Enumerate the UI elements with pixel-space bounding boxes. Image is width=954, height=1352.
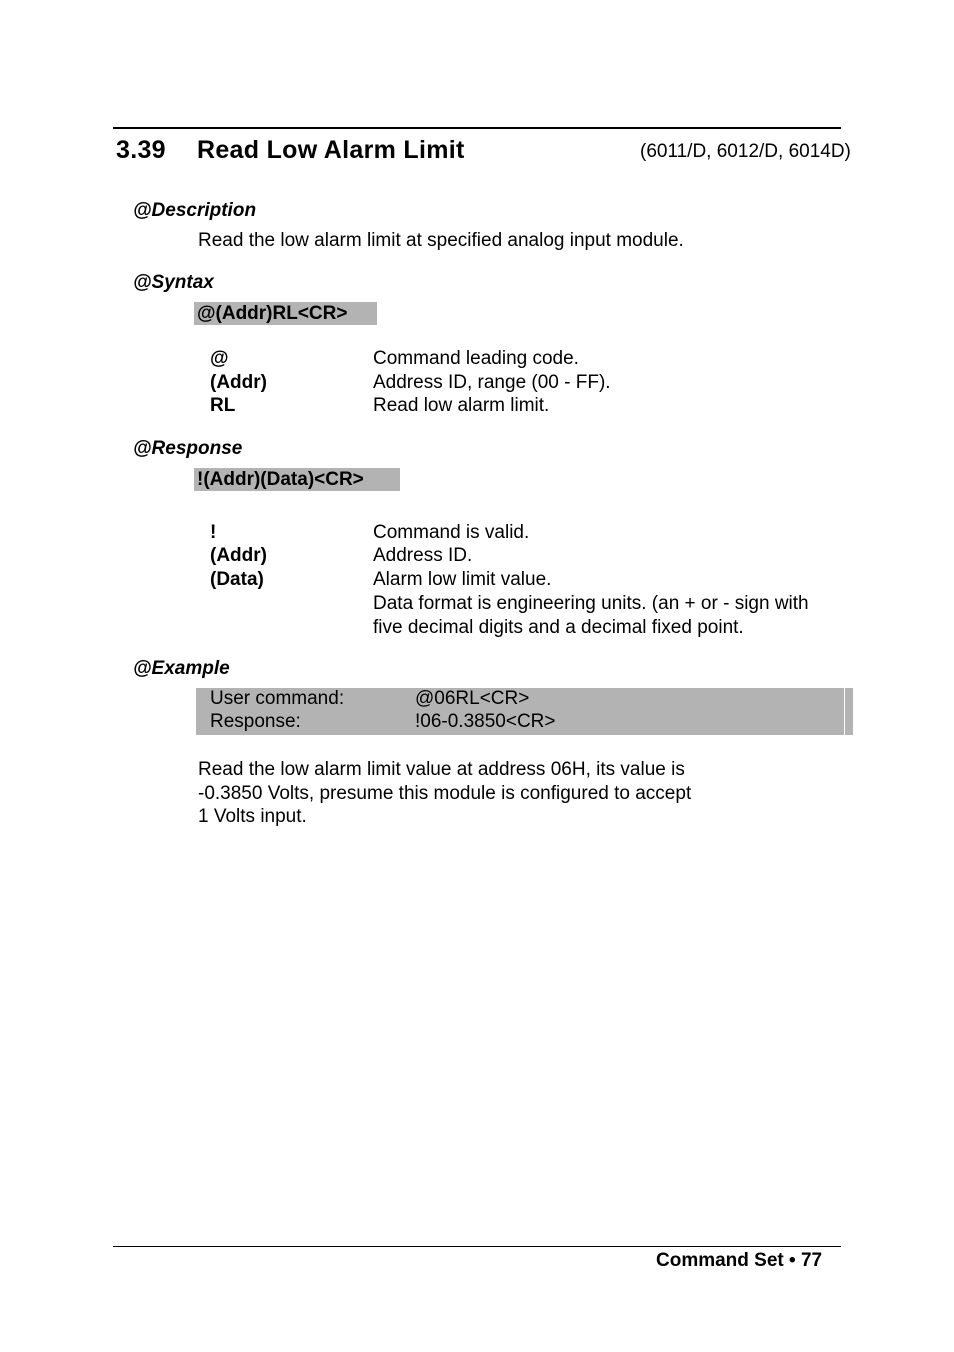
example-label: Response: — [210, 711, 301, 732]
response-param-term: (Addr) — [210, 545, 267, 566]
example-value: !06-0.3850<CR> — [415, 711, 556, 732]
syntax-param-desc: Read low alarm limit. — [373, 395, 550, 416]
response-param-term: ! — [210, 522, 217, 543]
top-rule — [113, 127, 841, 129]
example-label: User command: — [210, 688, 345, 709]
section-number: 3.39 — [116, 136, 166, 164]
example-explanation: Read the low alarm limit value at address 06H, its value is — [198, 759, 685, 780]
response-param-term: (Data) — [210, 569, 264, 590]
footer-page-number: 77 — [800, 1250, 823, 1271]
example-box — [196, 688, 856, 735]
example-explanation: 1 Volts input. — [198, 806, 307, 827]
response-param-desc: Command is valid. — [373, 522, 530, 543]
page-footer — [656, 1250, 822, 1272]
response-param-desc: Address ID. — [373, 545, 473, 566]
response-code: !(Addr)(Data)<CR> — [194, 468, 400, 491]
response-data-note: Data format is engineering units. (an + or - sign with — [373, 593, 809, 614]
syntax-param-term: RL — [210, 395, 236, 416]
footer-bullet: • — [789, 1250, 796, 1271]
section-models: (6011/D, 6012/D, 6014D) — [640, 141, 851, 162]
response-heading: @Response — [133, 438, 243, 459]
syntax-code: @(Addr)RL<CR> — [194, 302, 377, 325]
description-heading: @Description — [133, 200, 257, 221]
example-explanation: -0.3850 Volts, presume this module is configured to accept — [198, 783, 692, 804]
description-text: Read the low alarm limit at specified analog input module. — [198, 230, 684, 251]
example-heading: @Example — [133, 658, 230, 679]
example-value: @06RL<CR> — [415, 688, 530, 709]
response-param-desc: Alarm low limit value. — [373, 569, 552, 590]
syntax-param-term: (Addr) — [210, 372, 267, 393]
bottom-rule — [113, 1246, 841, 1247]
response-data-note: five decimal digits and a decimal fixed point. — [373, 617, 744, 638]
syntax-heading: @Syntax — [133, 272, 214, 293]
footer-chapter: Command Set — [656, 1250, 784, 1271]
syntax-param-term: @ — [210, 348, 229, 369]
section-title: Read Low Alarm Limit — [197, 136, 465, 164]
syntax-param-desc: Command leading code. — [373, 348, 579, 369]
syntax-param-desc: Address ID, range (00 - FF). — [373, 372, 611, 393]
example-box-edge — [844, 688, 845, 735]
